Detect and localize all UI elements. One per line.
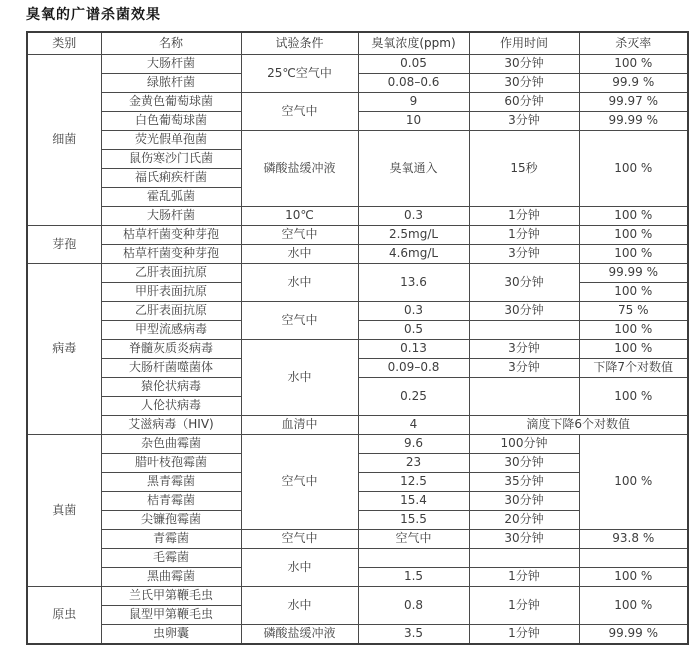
table-header-row: [27, 32, 688, 55]
table-row: [27, 226, 688, 245]
table-cell: 滴度下降6个对数值: [469, 416, 688, 435]
table-cell: 25℃空气中: [241, 55, 358, 93]
table-cell: 30分钟: [469, 302, 579, 321]
table-cell: 3分钟: [469, 340, 579, 359]
table-row: [27, 568, 688, 587]
table-cell: 9.6: [358, 435, 469, 454]
table-row: [27, 416, 688, 435]
table-cell: 甲型流感病毒: [101, 321, 241, 340]
table-cell: 3分钟: [469, 359, 579, 378]
table-cell: 100分钟: [469, 435, 579, 454]
table-cell: 100 %: [579, 245, 688, 264]
table-row: [27, 321, 688, 340]
table-cell: 100 %: [579, 587, 688, 625]
table-cell: 100 %: [579, 435, 688, 530]
table-cell: [469, 378, 579, 416]
table-cell: 100 %: [579, 131, 688, 207]
table-cell: 空气中: [241, 435, 358, 530]
table-cell: 下降7个对数值: [579, 359, 688, 378]
table-row: [27, 530, 688, 549]
table-cell: 30分钟: [469, 530, 579, 549]
table-cell: 水中: [241, 549, 358, 587]
table-cell: 磷酸盐缓冲液: [241, 625, 358, 645]
table-cell: 4: [358, 416, 469, 435]
header-cell: 名称: [101, 32, 241, 55]
table-row: [27, 625, 688, 645]
table-cell: 23: [358, 454, 469, 473]
table-cell: 15.4: [358, 492, 469, 511]
category-cell: 真菌: [27, 435, 101, 587]
header-cell: 作用时间: [469, 32, 579, 55]
table-cell: 毛霉菌: [101, 549, 241, 568]
table-cell: [469, 321, 579, 340]
table-cell: 水中: [241, 245, 358, 264]
table-cell: 金黄色葡萄球菌: [101, 93, 241, 112]
table-cell: 大肠杆菌噬菌体: [101, 359, 241, 378]
table-cell: 15秒: [469, 131, 579, 207]
table-cell: 脊髓灰质炎病毒: [101, 340, 241, 359]
table-cell: 1分钟: [469, 207, 579, 226]
table-cell: 99.97 %: [579, 93, 688, 112]
table-cell: 1分钟: [469, 226, 579, 245]
category-cell: 细菌: [27, 55, 101, 226]
table-cell: 甲肝表面抗原: [101, 283, 241, 302]
header-cell: 类别: [27, 32, 101, 55]
table-cell: 臭氧通入: [358, 131, 469, 207]
table-cell: 100 %: [579, 321, 688, 340]
table-row: [27, 131, 688, 150]
table-cell: 99.99 %: [579, 625, 688, 645]
table-row: [27, 93, 688, 112]
table-cell: 3.5: [358, 625, 469, 645]
table-cell: 99.99 %: [579, 264, 688, 283]
table-cell: 1.5: [358, 568, 469, 587]
table-cell: 99.9 %: [579, 74, 688, 93]
table-cell: 0.3: [358, 207, 469, 226]
table-cell: 3分钟: [469, 245, 579, 264]
table-cell: 人伦状病毒: [101, 397, 241, 416]
table-cell: 99.99 %: [579, 112, 688, 131]
table-cell: 0.3: [358, 302, 469, 321]
table-cell: 3分钟: [469, 112, 579, 131]
table-cell: 10℃: [241, 207, 358, 226]
table-cell: 30分钟: [469, 454, 579, 473]
table-cell: 鼠伤寒沙门氏菌: [101, 150, 241, 169]
table-row: [27, 302, 688, 321]
table-cell: 水中: [241, 587, 358, 625]
table-cell: 9: [358, 93, 469, 112]
table-row: [27, 112, 688, 131]
table-cell: 30分钟: [469, 492, 579, 511]
table-cell: 乙肝表面抗原: [101, 302, 241, 321]
table-cell: 虫卵囊: [101, 625, 241, 645]
ozone-sterilization-table: [26, 31, 689, 645]
table-cell: 猿伦状病毒: [101, 378, 241, 397]
category-cell: 原虫: [27, 587, 101, 645]
table-cell: 100 %: [579, 340, 688, 359]
table-cell: 水中: [241, 340, 358, 416]
table-cell: 艾滋病毒（HIV): [101, 416, 241, 435]
table-cell: 大肠杆菌: [101, 207, 241, 226]
table-cell: 100 %: [579, 55, 688, 74]
table-cell: [358, 549, 469, 568]
table-cell: 100 %: [579, 207, 688, 226]
table-cell: 黑曲霉菌: [101, 568, 241, 587]
table-row: [27, 359, 688, 378]
table-cell: 13.6: [358, 264, 469, 302]
table-cell: 福氏痢疾杆菌: [101, 169, 241, 188]
table-row: [27, 74, 688, 93]
table-cell: 黑青霉菌: [101, 473, 241, 492]
table-cell: 0.05: [358, 55, 469, 74]
table-cell: 腊叶枝孢霉菌: [101, 454, 241, 473]
table-cell: 15.5: [358, 511, 469, 530]
table-cell: 大肠杆菌: [101, 55, 241, 74]
table-cell: 0.13: [358, 340, 469, 359]
table-body: [27, 55, 688, 645]
table-cell: 93.8 %: [579, 530, 688, 549]
table-row: [27, 245, 688, 264]
table-cell: 荧光假单孢菌: [101, 131, 241, 150]
table-cell: 35分钟: [469, 473, 579, 492]
table-cell: 青霉菌: [101, 530, 241, 549]
table-cell: 空气中: [358, 530, 469, 549]
table-cell: 0.5: [358, 321, 469, 340]
table-cell: 水中: [241, 264, 358, 302]
table-row: [27, 55, 688, 74]
table-cell: 60分钟: [469, 93, 579, 112]
table-cell: 100 %: [579, 568, 688, 587]
table-cell: [469, 549, 579, 568]
table-row: [27, 207, 688, 226]
table-cell: 尖镰孢霉菌: [101, 511, 241, 530]
table-cell: 100 %: [579, 378, 688, 416]
category-cell: 病毒: [27, 264, 101, 435]
table-cell: 杂色曲霉菌: [101, 435, 241, 454]
header-cell: 试验条件: [241, 32, 358, 55]
table-cell: [579, 549, 688, 568]
table-cell: 枯草杆菌变种芽孢: [101, 245, 241, 264]
table-cell: 12.5: [358, 473, 469, 492]
table-cell: 75 %: [579, 302, 688, 321]
table-row: [27, 549, 688, 568]
table-cell: 4.6mg/L: [358, 245, 469, 264]
table-cell: 1分钟: [469, 568, 579, 587]
table-cell: 1分钟: [469, 625, 579, 645]
table-cell: 空气中: [241, 530, 358, 549]
table-cell: 10: [358, 112, 469, 131]
table-cell: 2.5mg/L: [358, 226, 469, 245]
table-cell: 100 %: [579, 226, 688, 245]
table-row: [27, 378, 688, 397]
table-cell: 绿脓杆菌: [101, 74, 241, 93]
table-cell: 霍乱弧菌: [101, 188, 241, 207]
table-row: [27, 264, 688, 283]
table-cell: 0.25: [358, 378, 469, 416]
table-cell: 枯草杆菌变种芽孢: [101, 226, 241, 245]
table-cell: 乙肝表面抗原: [101, 264, 241, 283]
table-cell: 兰氏甲第鞭毛虫: [101, 587, 241, 606]
category-cell: 芽孢: [27, 226, 101, 264]
table-cell: 30分钟: [469, 55, 579, 74]
table-cell: 100 %: [579, 283, 688, 302]
table-cell: 0.8: [358, 587, 469, 625]
table-cell: 空气中: [241, 302, 358, 340]
table-cell: 20分钟: [469, 511, 579, 530]
table-row: [27, 435, 688, 454]
header-cell: 臭氧浓度(ppm): [358, 32, 469, 55]
table-cell: 空气中: [241, 226, 358, 245]
page-title: 臭氧的广谱杀菌效果: [26, 7, 161, 23]
table-cell: 1分钟: [469, 587, 579, 625]
table-row: [27, 340, 688, 359]
table-cell: 30分钟: [469, 74, 579, 93]
table-cell: 鼠型甲第鞭毛虫: [101, 606, 241, 625]
table-cell: 空气中: [241, 93, 358, 131]
table-cell: 0.09–0.8: [358, 359, 469, 378]
table-cell: 白色葡萄球菌: [101, 112, 241, 131]
table-cell: 桔青霉菌: [101, 492, 241, 511]
table-cell: 血清中: [241, 416, 358, 435]
header-cell: 杀灭率: [579, 32, 688, 55]
table-cell: 磷酸盐缓冲液: [241, 131, 358, 207]
table-cell: 0.08–0.6: [358, 74, 469, 93]
table-cell: 30分钟: [469, 264, 579, 302]
table-row: [27, 587, 688, 606]
